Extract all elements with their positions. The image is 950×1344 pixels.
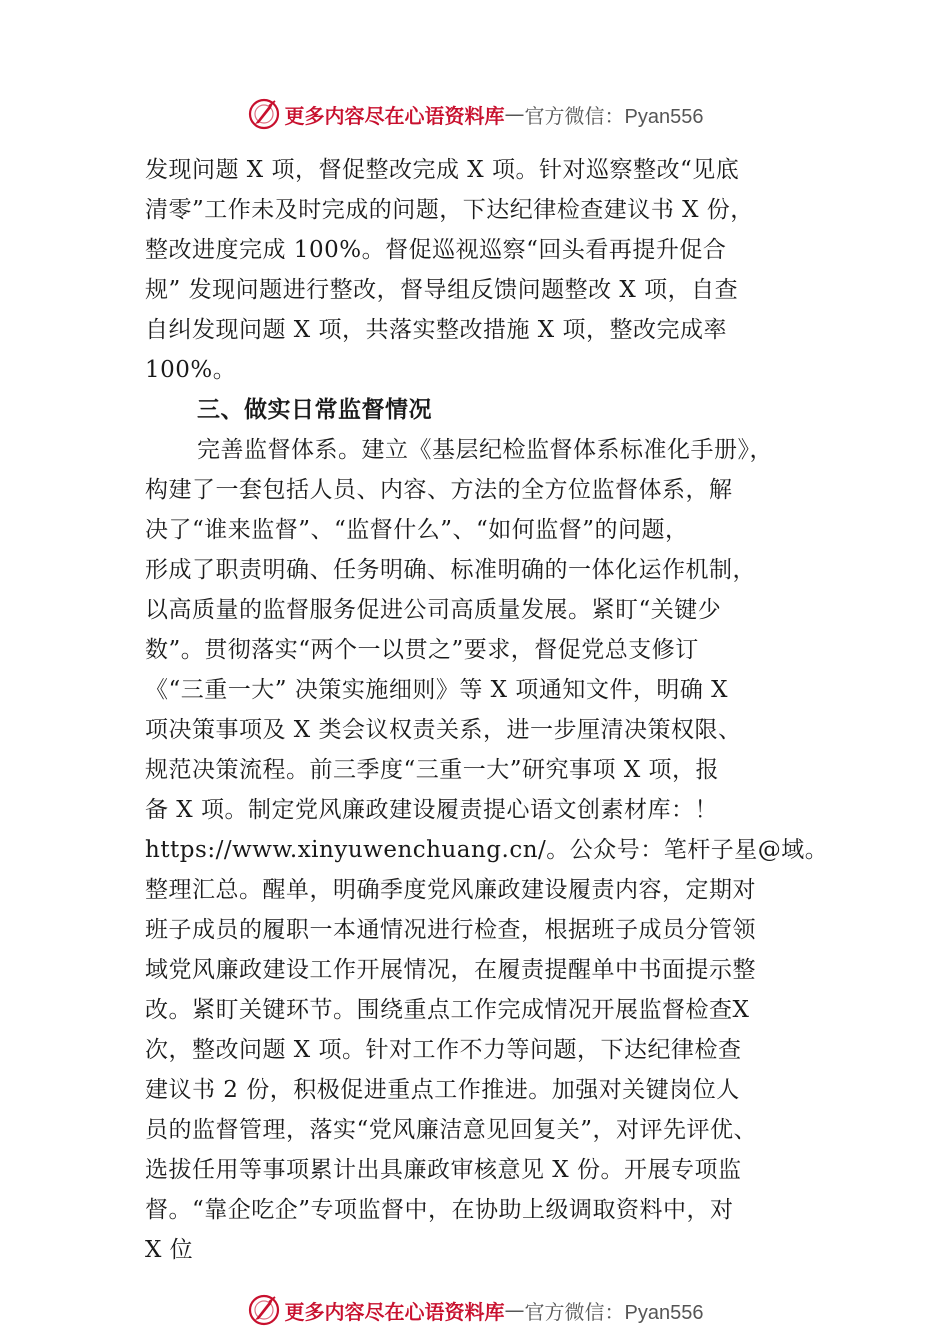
text-line: 规范决策流程。前三季度“三重一大”研究事项 X 项，报: [145, 757, 720, 783]
text-line: 决了“谁来监督”、“监督什么”、“如何监督”的问题，: [145, 517, 689, 543]
text-line: 完善监督体系。建立《基层纪检监督体系标准化手册》，: [197, 437, 773, 463]
banner-separator: —: [504, 102, 525, 126]
text-line: 构建了一套包括人员、内容、方法的全方位监督体系，解: [145, 477, 733, 503]
text-line: 形成了职责明确、任务明确、标准明确的一体化运作机制，: [145, 557, 756, 583]
text-line: 100%。: [145, 357, 237, 383]
text-line: 次，整改问题 X 项。针对工作不力等问题，下达纪律检查: [145, 1037, 742, 1063]
text-line: 以高质量的监督服务促进公司高质量发展。紧盯“关键少: [145, 597, 722, 623]
banner-title: 更多内容尽在心语资料库: [284, 1299, 505, 1324]
text-line: 清零”工作未及时完成的问题，下达纪律检查建议书 X 份，: [145, 197, 754, 223]
footer-banner: [0, 1290, 950, 1330]
text-line: 整改进度完成 100%。督促巡视巡察“回头看再提升促合: [145, 237, 727, 263]
text-line: 督。“靠企吃企”专项监督中，在协助上级调取资料中，对: [145, 1197, 734, 1223]
text-line: 数”。贯彻落实“两个一以贯之”要求，督促党总支修订: [145, 637, 699, 663]
banner-title: 更多内容尽在心语资料库: [284, 103, 505, 128]
banner-separator: —: [504, 1298, 525, 1322]
text-line: 项决策事项及 X 类会议权责关系，进一步厘清决策权限、: [145, 717, 742, 743]
document-body: [145, 150, 829, 1270]
text-line: 班子成员的履职一本通情况进行检查，根据班子成员分管领: [145, 917, 756, 943]
text-line: 规” 发现问题进行整改，督导组反馈问题整改 X 项，自查: [145, 277, 739, 303]
section-heading: 三、做实日常监督情况: [197, 397, 432, 423]
text-line: X 位: [145, 1237, 194, 1263]
text-line: 域党风廉政建设工作开展情况，在履责提醒单中书面提示整: [145, 957, 756, 983]
text-line: 整理汇总。醒单，明确季度党风廉政建设履责内容，定期对: [145, 877, 756, 903]
text-line: 《“三重一大” 决策实施细则》等 X 项通知文件，明确 X: [145, 677, 729, 703]
text-line: 发现问题 X 项，督促整改完成 X 项。针对巡察整改“见底: [145, 157, 740, 183]
text-line: 建议书 2 份，积极促进重点工作推进。加强对关键岗位人: [145, 1077, 740, 1103]
text-line: 改。紧盯关键环节。围绕重点工作完成情况开展监督检查X: [145, 997, 750, 1023]
text-line: 选拔任用等事项累计出具廉政审核意见 X 份。开展专项监: [145, 1157, 742, 1183]
text-line: 备 X 项。制定党风廉政建设履责提心语文创素材库：！: [145, 797, 718, 823]
text-line: https://www.xinyuwenchuang.cn/。公众号：笔杆子星@域。: [145, 837, 829, 863]
text-line: 自纠发现问题 X 项，共落实整改措施 X 项，整改完成率: [145, 317, 727, 343]
header-banner: [0, 94, 950, 134]
banner-contact: 官方微信：Pyan556: [524, 105, 704, 128]
quill-logo-icon: [247, 1293, 281, 1327]
banner-contact: 官方微信：Pyan556: [524, 1301, 704, 1324]
quill-logo-icon: [247, 97, 281, 131]
text-line: 员的监督管理，落实“党风廉洁意见回复关”，对评先评优、: [145, 1117, 758, 1143]
